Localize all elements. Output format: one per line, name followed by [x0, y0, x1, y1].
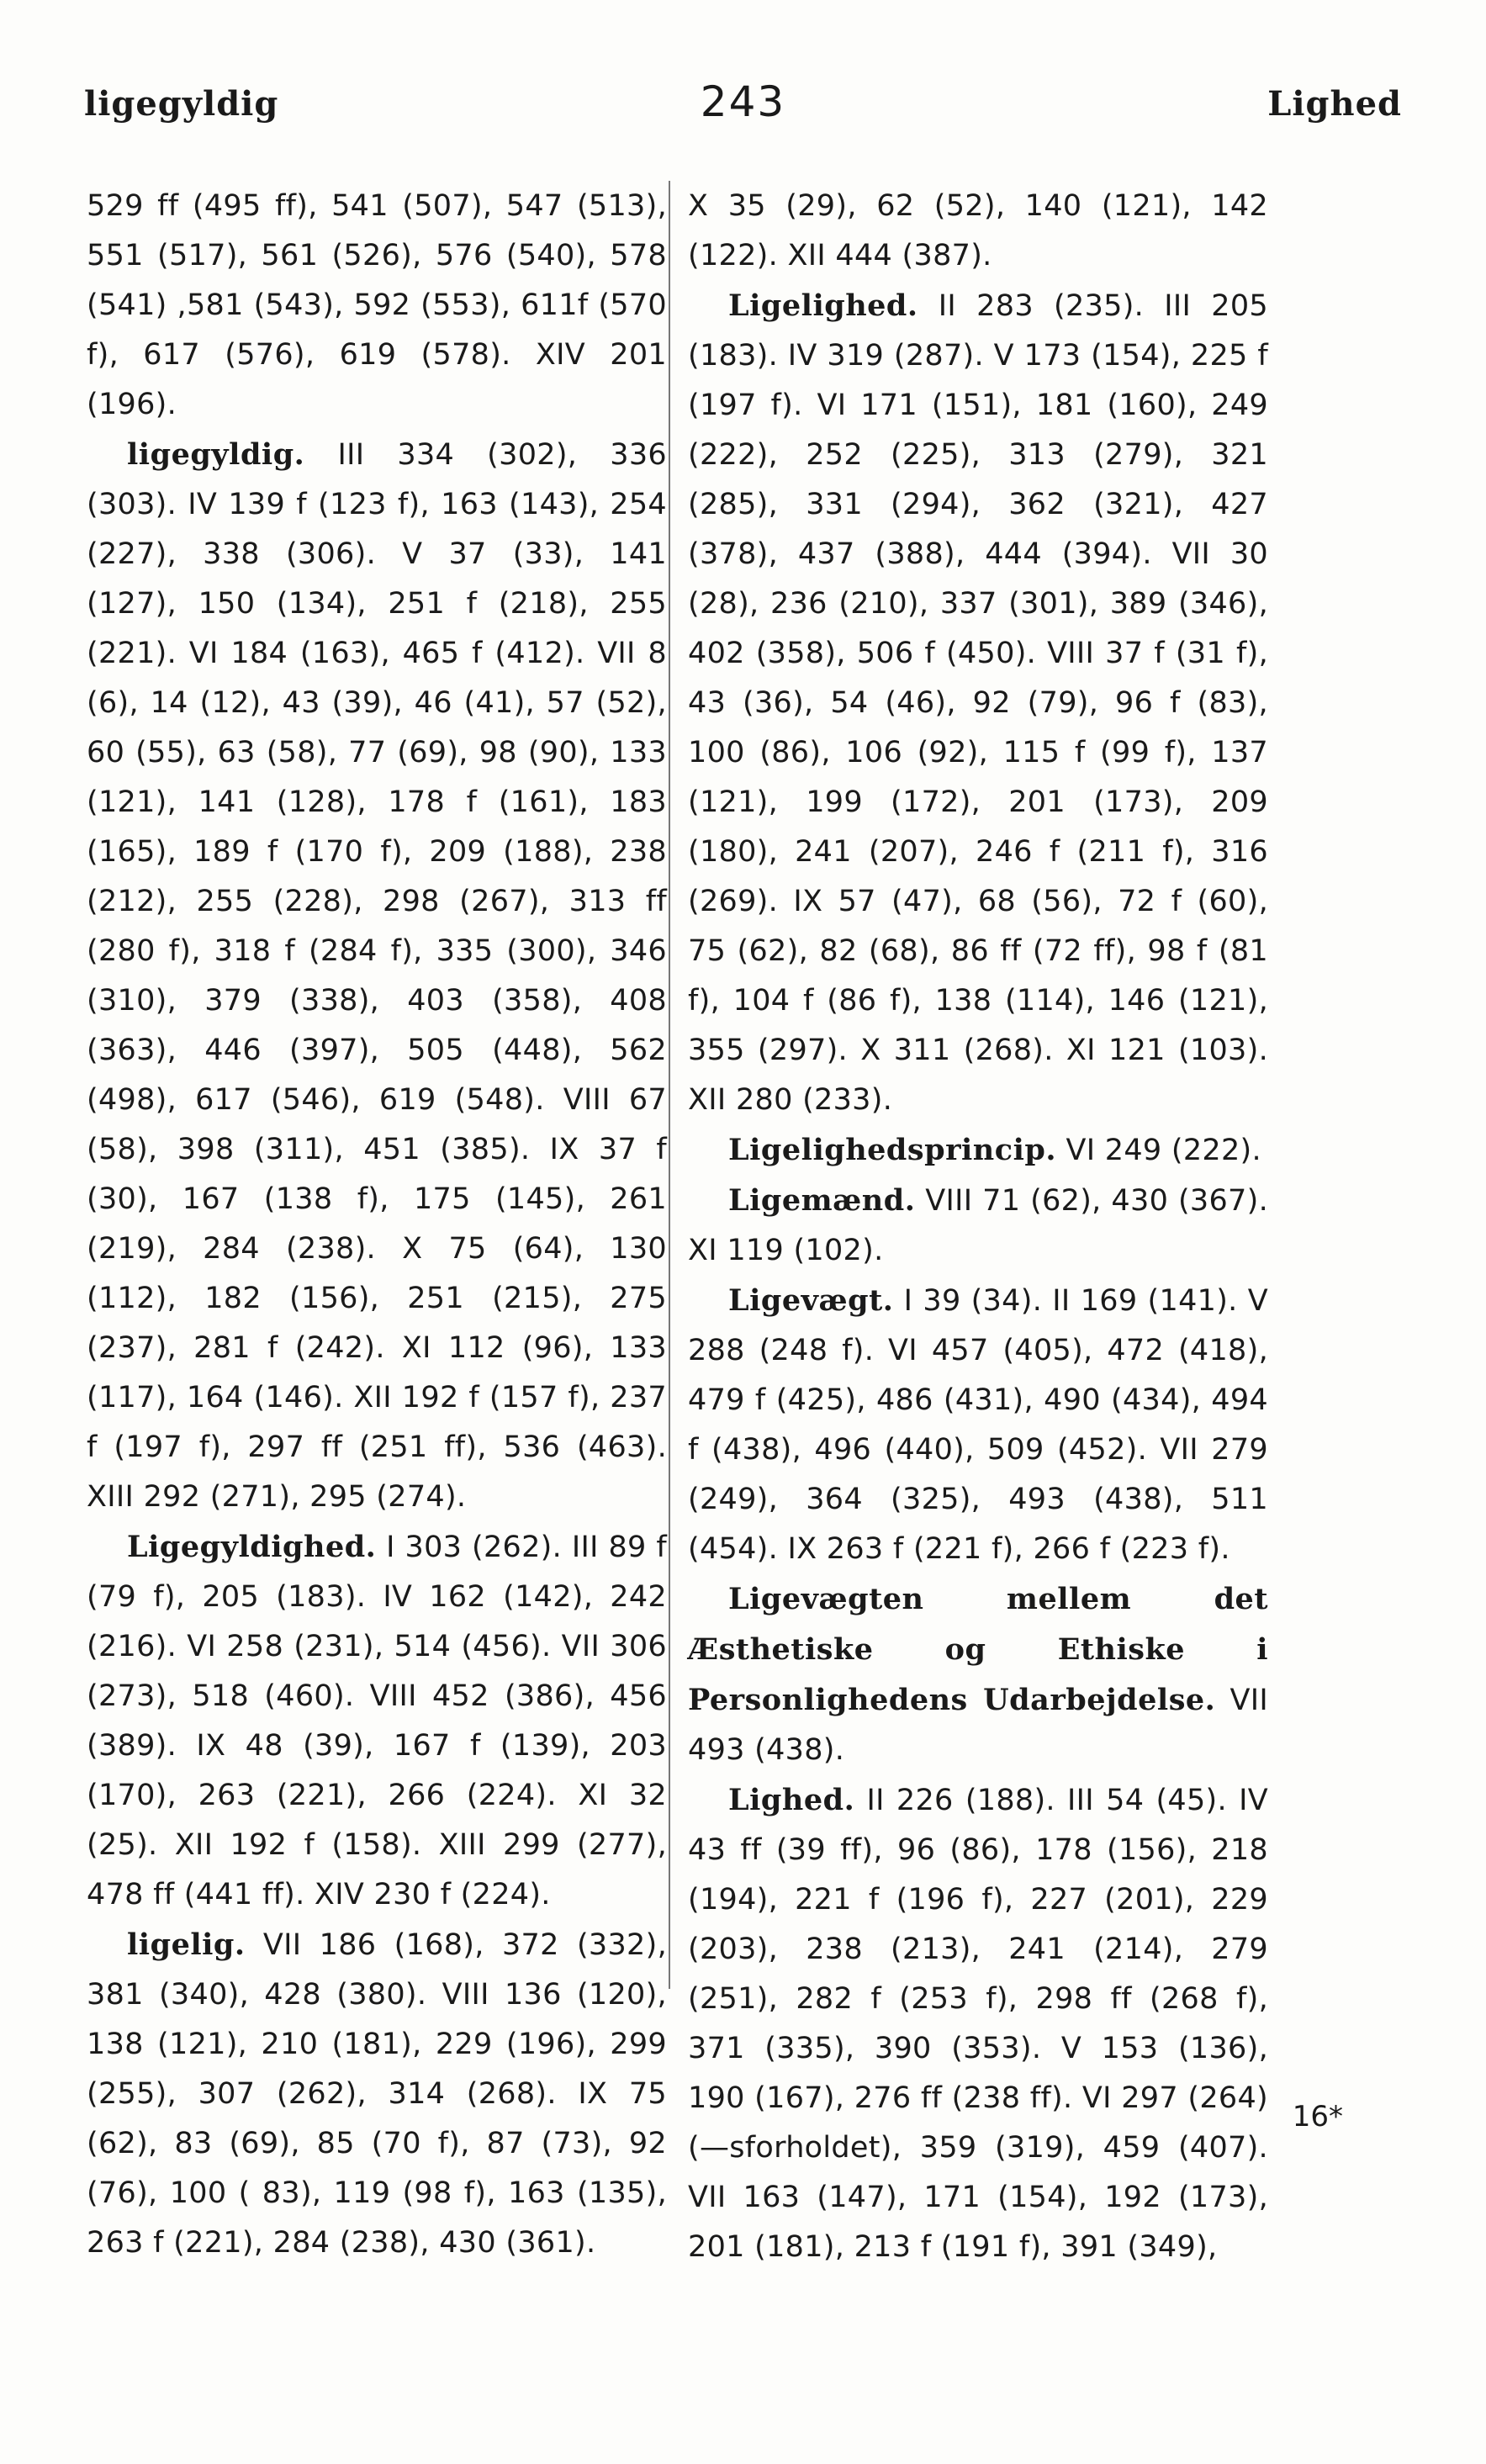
header-right-catchword: Lighed — [1267, 84, 1402, 124]
entry-headword: Ligevægt. — [728, 1283, 894, 1318]
signature-mark: 16* — [1292, 2100, 1343, 2134]
entry-references: III 334 (302), 336 (303). IV 139 f (123 f), 163 (143), 254 (227), 338 (306). V 37 (33), 141 (127), 150 (134), 251 f (218), 255 (221). VI 184 (163), 465 f (412). VII 8 (6), 14 (12), 43 (39), 46 (41), 57 (52), 60 (55), 63 (58), 77 (69), 98 (90), 133 (121), 141 (128), 178 f (161), 183 (165), 189 f (170 f), 209 (188), 238 (212), 255 (228), 298 (267), 313 ff (280 f), 318 f (284 f), 335 (300), 346 (310), 379 (338), 403 (358), 408 (363), 446 (397), 505 (448), 562 (498), 617 (546), 619 (548). VIII 67 (58), 398 (311), 451 (385). IX 37 f (30), 167 (138 f), 175 (145), 261 (219), 284 (238). X 75 (64), 130 (112), 182 (156), 251 (215), 275 (237), 281 f (242). XI 112 (96), 133 (117), 164 (146). XII 192 f (157 f), 237 f (197 f), 297 ff (251 ff), 536 (463). XIII 292 (271), 295 (274). — [87, 438, 667, 1514]
index-entry — [87, 1522, 667, 1920]
entry-headword: ligegyldig. — [127, 437, 305, 472]
index-entry — [688, 1574, 1268, 1775]
entry-references: X 35 (29), 62 (52), 140 (121), 142 (122). XII 444 (387). — [688, 189, 1268, 272]
entry-references: VIII 71 (62), 430 (367). XI 119 (102). — [688, 1184, 1268, 1267]
entry-references: II 283 (235). III 205 (183). IV 319 (287). V 173 (154), 225 f (197 f). VI 171 (151), 181 (160), 249 (222), 252 (225), 313 (279), 321 (285), 331 (294), 362 (321), 427 (378), 437 (388), 444 (394). VII 30 (28), 236 (210), 337 (301), 389 (346), 402 (358), 506 f (450). VIII 37 f (31 f), 43 (36), 54 (46), 92 (79), 96 f (83), 100 (86), 106 (92), 115 f (99 f), 137 (121), 199 (172), 201 (173), 209 (180), 241 (207), 246 f (211 f), 316 (269). IX 57 (47), 68 (56), 72 f (60), 75 (62), 82 (68), 86 ff (72 ff), 98 f (81 f), 104 f (86 f), 138 (114), 146 (121), 355 (297). X 311 (268). XI 121 (103). XII 280 (233). — [688, 289, 1268, 1117]
entry-headword: ligelig. — [127, 1927, 246, 1962]
entry-headword: Ligelighed. — [728, 288, 918, 323]
index-entry — [688, 181, 1268, 281]
left-column — [87, 181, 667, 2268]
entry-headword: Ligelighedsprincip. — [728, 1133, 1057, 1167]
index-entry — [688, 1125, 1268, 1176]
index-entry — [688, 281, 1268, 1125]
entry-references: I 39 (34). II 169 (141). V 288 (248 f). VI 457 (405), 472 (418), 479 f (425), 486 (431), 490 (434), 494 f (438), 496 (440), 509 (452). VII 279 (249), 364 (325), 493 (438), 511 (454). IX 263 f (221 f), 266 f (223 f). — [688, 1284, 1268, 1566]
entry-headword: Ligegyldighed. — [127, 1530, 377, 1564]
page-number: 243 — [700, 77, 786, 126]
header-left-catchword: ligegyldig — [84, 84, 279, 124]
entry-references: 529 ff (495 ff), 541 (507), 547 (513), 551 (517), 561 (526), 576 (540), 578 (541) ,581 (543), 592 (553), 611f (570 f), 617 (576), 619 (578). XIV 201 (196). — [87, 189, 667, 421]
entry-references: II 226 (188). III 54 (45). IV 43 ff (39 ff), 96 (86), 178 (156), 218 (194), 221 f (196 f), 227 (201), 229 (203), 238 (213), 241 (214), 279 (251), 282 f (253 f), 298 ff (268 f), 371 (335), 390 (353). V 153 (136), 190 (167), 276 ff (238 ff). VI 297 (264) (—sforholdet), 359 (319), 459 (407). VII 163 (147), 171 (154), 192 (173), 201 (181), 213 f (191 f), 391 (349), — [688, 1784, 1268, 2264]
entry-headword: Ligevægten mellem det Æsthetiske og Ethiske i Personlighedens Udarbejdelse. — [688, 1582, 1268, 1717]
index-entry — [688, 1276, 1268, 1574]
index-entry — [688, 1176, 1268, 1276]
right-column — [688, 181, 1268, 2272]
entry-headword: Ligemænd. — [728, 1183, 916, 1218]
entry-references: VII 186 (168), 372 (332), 381 (340), 428 (380). VIII 136 (120), 138 (121), 210 (181), 229 (196), 299 (255), 307 (262), 314 (268). IX 75 (62), 83 (69), 85 (70 f), 87 (73), 92 (76), 100 ( 83), 119 (98 f), 163 (135), 263 f (221), 284 (238), 430 (361). — [87, 1928, 667, 2260]
index-entry — [688, 1775, 1268, 2272]
index-entry — [87, 181, 667, 430]
running-header — [84, 77, 1402, 136]
index-entry — [87, 1920, 667, 2268]
entry-headword: Lighed. — [728, 1783, 855, 1817]
entry-references: VI 249 (222). — [1056, 1134, 1261, 1167]
entry-references: I 303 (262). III 89 f (79 f), 205 (183). IV 162 (142), 242 (216). VI 258 (231), 514 (456). VII 306 (273), 518 (460). VIII 452 (386), 456 (389). IX 48 (39), 167 f (139), 203 (170), 263 (221), 266 (224). XI 32 (25). XII 192 f (158). XIII 299 (277), 478 ff (441 ff). XIV 230 f (224). — [87, 1531, 667, 1911]
entry-references: VII 493 (438). — [688, 1684, 1268, 1767]
column-divider — [669, 181, 670, 1989]
index-entry — [87, 430, 667, 1522]
